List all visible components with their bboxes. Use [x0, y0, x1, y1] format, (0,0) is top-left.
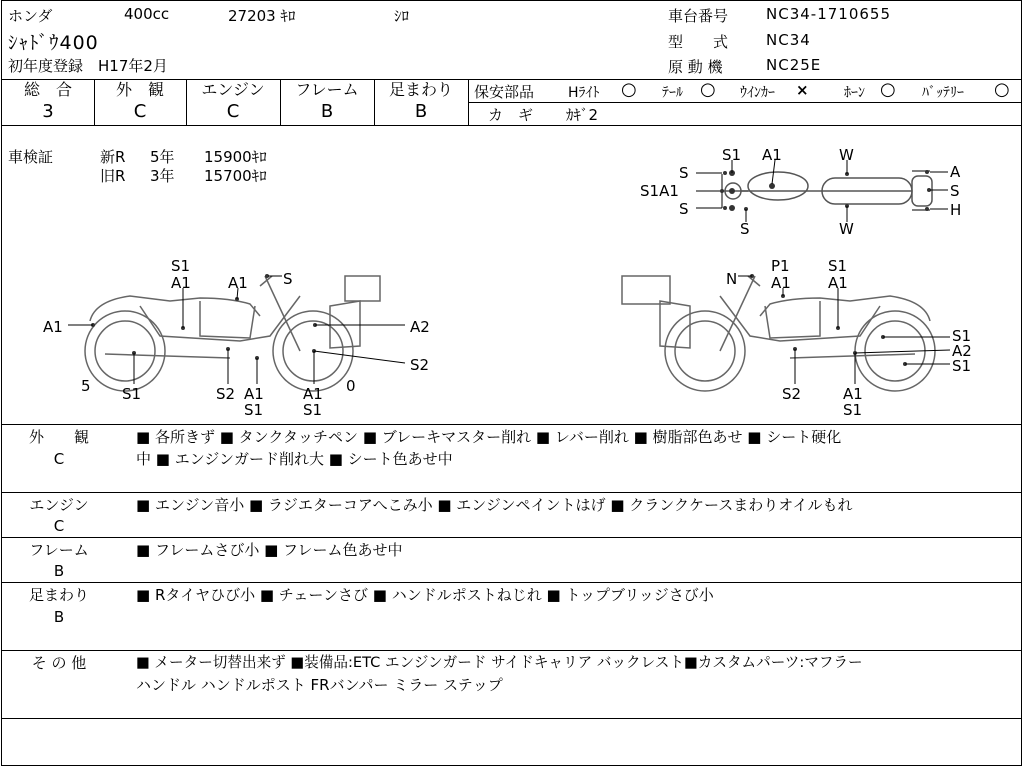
rule [1, 424, 1022, 425]
right-side-bike [622, 276, 935, 391]
top-label: A1 [762, 146, 782, 164]
left-label: 5 [81, 377, 91, 395]
right-label: A1 [828, 274, 848, 292]
section-engine-grade: C [53, 517, 65, 535]
right-label: A2 [952, 342, 972, 360]
top-label: S1 [722, 146, 742, 164]
section-other-text-2: ハンドル ハンドルポスト FRバンパー ミラー ステップ [136, 676, 503, 694]
top-label: W [839, 146, 854, 164]
grade-exterior-value: C [133, 101, 147, 122]
rule [468, 79, 469, 125]
safety-parts-label: 保安部品 [474, 83, 535, 101]
damage-diagram [0, 126, 1024, 424]
engine-model-label: 原 動 機 [668, 58, 723, 76]
grade-engine-value: C [226, 101, 240, 122]
top-label: S [679, 200, 689, 218]
section-frame-label: フレーム [29, 541, 89, 559]
section-engine-label: エンジン [29, 496, 89, 514]
left-label: S2 [216, 385, 236, 403]
winker-mark: × [796, 81, 809, 99]
top-label: H [950, 201, 962, 219]
section-exterior-grade: C [53, 450, 65, 468]
right-label: S1 [952, 327, 972, 345]
left-label: A1 [228, 274, 248, 292]
right-label: S1 [828, 257, 848, 275]
grade-engine-label: エンジン [201, 80, 265, 99]
section-suspension-label: 足まわり [28, 586, 89, 604]
inspection-old-type: 旧R [100, 167, 126, 185]
mileage: 27203 ｷﾛ [228, 7, 296, 25]
rule [468, 102, 1022, 103]
horn-label: ﾎｰﾝ [844, 85, 865, 101]
left-label: S1 [244, 401, 264, 419]
left-label: S1 [303, 401, 323, 419]
section-exterior-label: 外 観 [28, 428, 89, 446]
battery-mark: ○ [994, 79, 1010, 100]
right-label: S2 [782, 385, 802, 403]
left-label: A1 [171, 274, 191, 292]
section-suspension-grade: B [53, 608, 65, 626]
inspection-new-km: 15900ｷﾛ [204, 148, 267, 166]
right-label: A1 [843, 385, 863, 403]
key-label: カ ギ [488, 106, 534, 124]
right-label: S1 [952, 357, 972, 375]
headlight-mark: ○ [621, 79, 637, 100]
section-other-text: ■ メーター切替出来ず ■装備品:ETC エンジンガード サイドキャリア バックレスト■カスタムパーツ:マフラー [136, 654, 863, 671]
section-suspension-text: ■ Rタイヤひび小 ■ チェーンさび ■ ハンドルポストねじれ ■ トップブリッジさび小 [136, 586, 714, 604]
section-frame-text: ■ フレームさび小 ■ フレーム色あせ中 [136, 541, 403, 559]
rule [1, 537, 1022, 538]
top-label: S1A1 [640, 182, 679, 200]
left-label: A1 [43, 318, 63, 336]
taillight-label: ﾃｰﾙ [662, 85, 683, 101]
section-frame-grade: B [53, 562, 65, 580]
frame-number-label: 車台番号 [668, 7, 729, 25]
left-label: S [283, 270, 293, 288]
top-view-bike [722, 171, 932, 210]
grade-overall-value: 3 [42, 101, 54, 122]
right-label: A1 [771, 274, 791, 292]
battery-label: ﾊﾞｯﾃﾘｰ [922, 85, 964, 101]
inspection-old-years: 3年 [150, 167, 175, 185]
frame-number-value: NC34-1710655 [766, 5, 891, 23]
first-registration-label: 初年度登録 [8, 57, 84, 75]
section-engine-text: ■ エンジン音小 ■ ラジエターコアへこみ小 ■ エンジンペイントはげ ■ クランクケースまわりオイルもれ [136, 496, 853, 514]
rule [1, 718, 1022, 719]
winker-label: ｳｲﾝｶｰ [740, 85, 775, 101]
section-other-label: そ の 他 [31, 654, 87, 672]
headlight-label: Hﾗｲﾄ [568, 85, 600, 101]
displacement: 400cc [124, 5, 170, 23]
left-label: A1 [303, 385, 323, 403]
right-label: N [726, 270, 738, 288]
left-label: S2 [410, 356, 430, 374]
inspection-new-years: 5年 [150, 148, 175, 166]
left-label: A1 [244, 385, 264, 403]
left-label: S1 [122, 385, 142, 403]
maker: ホンダ [8, 7, 53, 25]
grade-frame-label: フレーム [295, 80, 359, 99]
model-type-label: 型 式 [668, 33, 729, 51]
top-label: W [839, 220, 854, 238]
grade-exterior-label: 外 観 [115, 80, 164, 99]
grade-overall-label: 総 合 [23, 80, 72, 99]
engine-model-value: NC25E [766, 56, 822, 74]
color: ｼﾛ [394, 7, 410, 25]
inspection-new-type: 新R [100, 148, 126, 166]
inspection-label: 車検証 [8, 148, 54, 166]
grade-suspension-label: 足まわり [388, 80, 453, 99]
taillight-mark: ○ [700, 79, 716, 100]
section-exterior-text-2: 中 ■ エンジンガード削れ大 ■ シート色あせ中 [136, 450, 453, 468]
rule [1, 650, 1022, 651]
grade-suspension-value: B [414, 101, 428, 122]
left-label: S1 [171, 257, 191, 275]
rule [1, 582, 1022, 583]
left-label: 0 [346, 377, 356, 395]
model-type-value: NC34 [766, 31, 811, 49]
horn-mark: ○ [880, 79, 896, 100]
grade-frame-value: B [320, 101, 334, 122]
inspection-old-km: 15700ｷﾛ [204, 167, 267, 185]
section-exterior-text: ■ 各所きず ■ タンクタッチペン ■ ブレーキマスター削れ ■ レバー削れ ■ 樹脂部色あせ ■ シート硬化 [136, 428, 842, 446]
model-name: ｼｬﾄﾞｳ400 [8, 32, 99, 54]
top-label: A [950, 163, 961, 181]
right-label: P1 [771, 257, 790, 275]
left-side-bike [85, 276, 380, 391]
top-label: S [679, 164, 689, 182]
right-label: S1 [843, 401, 863, 419]
key-value: ｶｷﾞ2 [566, 106, 599, 124]
top-label: S [950, 182, 960, 200]
first-registration-value: H17年2月 [98, 57, 168, 75]
left-label: A2 [410, 318, 430, 336]
rule [1, 492, 1022, 493]
top-label: S [740, 220, 750, 238]
